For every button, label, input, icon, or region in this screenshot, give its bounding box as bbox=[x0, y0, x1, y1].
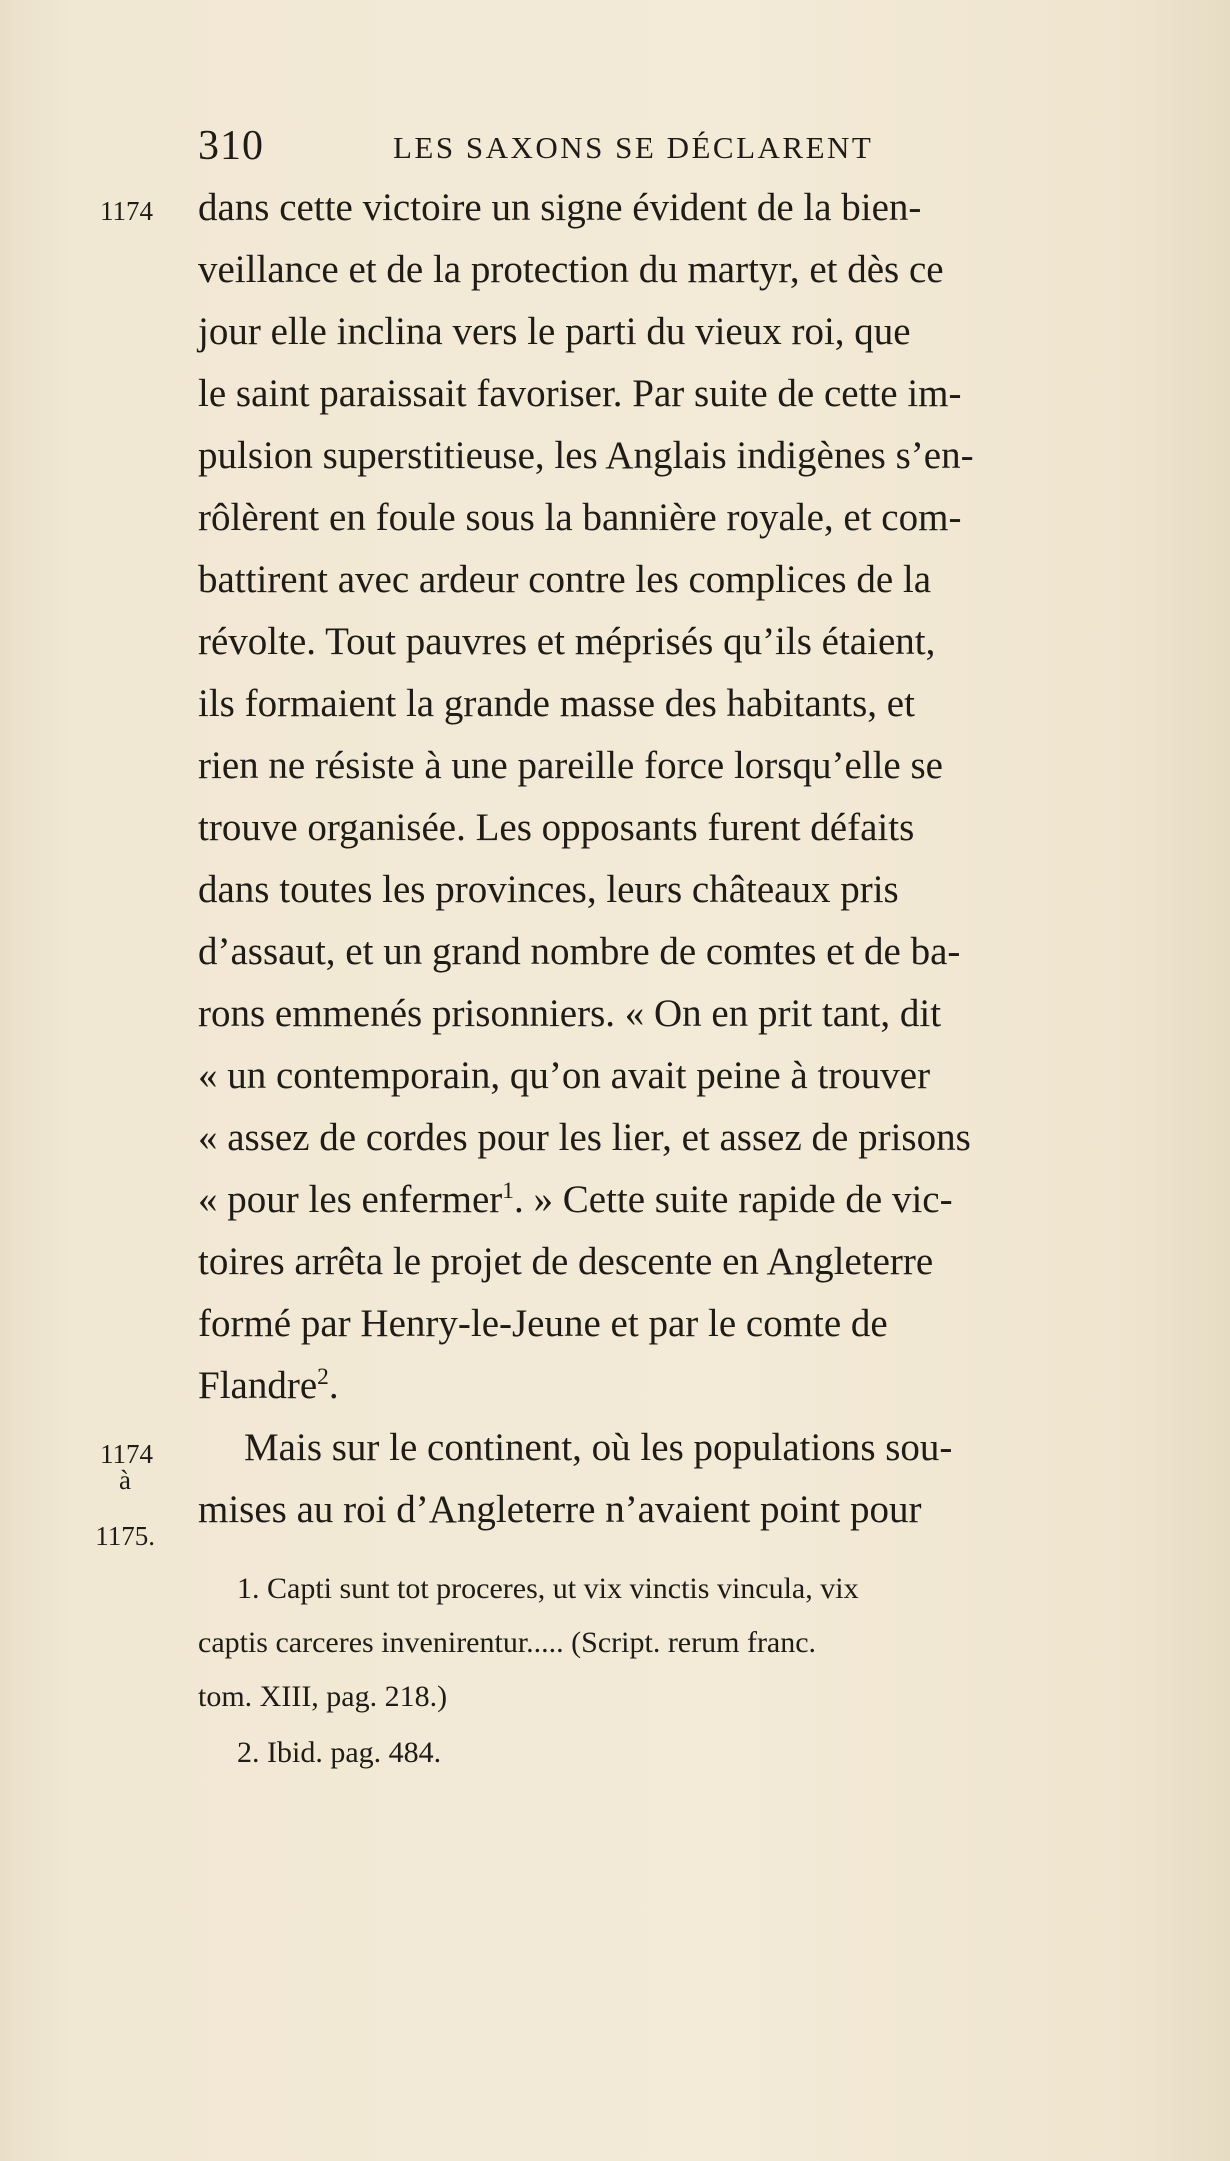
margin-year-range-start: 1174 bbox=[100, 1439, 153, 1469]
text-line: révolte. Tout pauvres et méprisés qu’ils étaient, bbox=[198, 620, 936, 663]
text-line: dans toutes les provinces, leurs châteaux pris bbox=[198, 868, 899, 911]
text-line: jour elle inclina vers le parti du vieux roi, que bbox=[198, 310, 911, 353]
text-line: « un contemporain, qu’on avait peine à trouver bbox=[198, 1054, 931, 1097]
text-line: mises au roi d’Angleterre n’avaient point pour bbox=[198, 1488, 922, 1531]
text-line: ils formaient la grande masse des habitants, et bbox=[198, 682, 915, 725]
text-segment: . bbox=[328, 1364, 339, 1407]
text-line: le saint paraissait favoriser. Par suite de cette im- bbox=[198, 372, 962, 415]
text-line bbox=[198, 1364, 339, 1408]
footnote-1-line: 1. Capti sunt tot proceres, ut vix vinctis vincula, vix bbox=[237, 1572, 859, 1605]
text-line: battirent avec ardeur contre les complices de la bbox=[198, 558, 932, 601]
text-line: rons emmenés prisonniers. « On en prit tant, dit bbox=[198, 992, 942, 1035]
text-line: « assez de cordes pour les lier, et assez de prisons bbox=[198, 1116, 971, 1159]
margin-year-range-end: 1175. bbox=[95, 1521, 155, 1551]
footnote-ref-2[interactable]: 2 bbox=[317, 1364, 329, 1390]
page-header bbox=[198, 122, 998, 169]
text-line: toires arrêta le projet de descente en Angleterre bbox=[198, 1240, 934, 1283]
footnote-1-line: captis carceres invenirentur..... (Script. rerum franc. bbox=[198, 1626, 817, 1659]
running-head: LES SAXONS SE DÉCLARENT bbox=[393, 130, 874, 165]
text-line: d’assaut, et un grand nombre de comtes et de ba- bbox=[198, 930, 961, 973]
footnote-1-line: tom. XIII, pag. 218.) bbox=[198, 1680, 448, 1713]
footnote-2-line: 2. Ibid. pag. 484. bbox=[237, 1736, 442, 1769]
text-line: veillance et de la protection du martyr, et dès ce bbox=[198, 248, 944, 291]
page-number: 310 bbox=[198, 123, 264, 169]
text-segment: . » Cette suite rapide de vic- bbox=[514, 1178, 953, 1221]
text-segment: « pour les enfermer bbox=[198, 1178, 503, 1221]
margin-year-note: 1174 bbox=[100, 196, 153, 226]
footnote-ref-1[interactable]: 1 bbox=[502, 1178, 514, 1204]
margin-year-range-connector: à bbox=[119, 1465, 131, 1495]
text-line: pulsion superstitieuse, les Anglais indigènes s’en- bbox=[198, 434, 974, 477]
text-line: rôlèrent en foule sous la bannière royale, et com- bbox=[198, 496, 962, 539]
text-segment: Flandre bbox=[198, 1364, 318, 1407]
text-line: rien ne résiste à une pareille force lorsqu’elle se bbox=[198, 744, 943, 787]
text-line: formé par Henry-le-Jeune et par le comte de bbox=[198, 1302, 888, 1345]
text-line: trouve organisée. Les opposants furent défaits bbox=[198, 806, 915, 849]
text-line bbox=[198, 1178, 953, 1222]
text-line: dans cette victoire un signe évident de la bien- bbox=[198, 186, 922, 229]
text-line: Mais sur le continent, où les populations sou- bbox=[244, 1426, 953, 1469]
